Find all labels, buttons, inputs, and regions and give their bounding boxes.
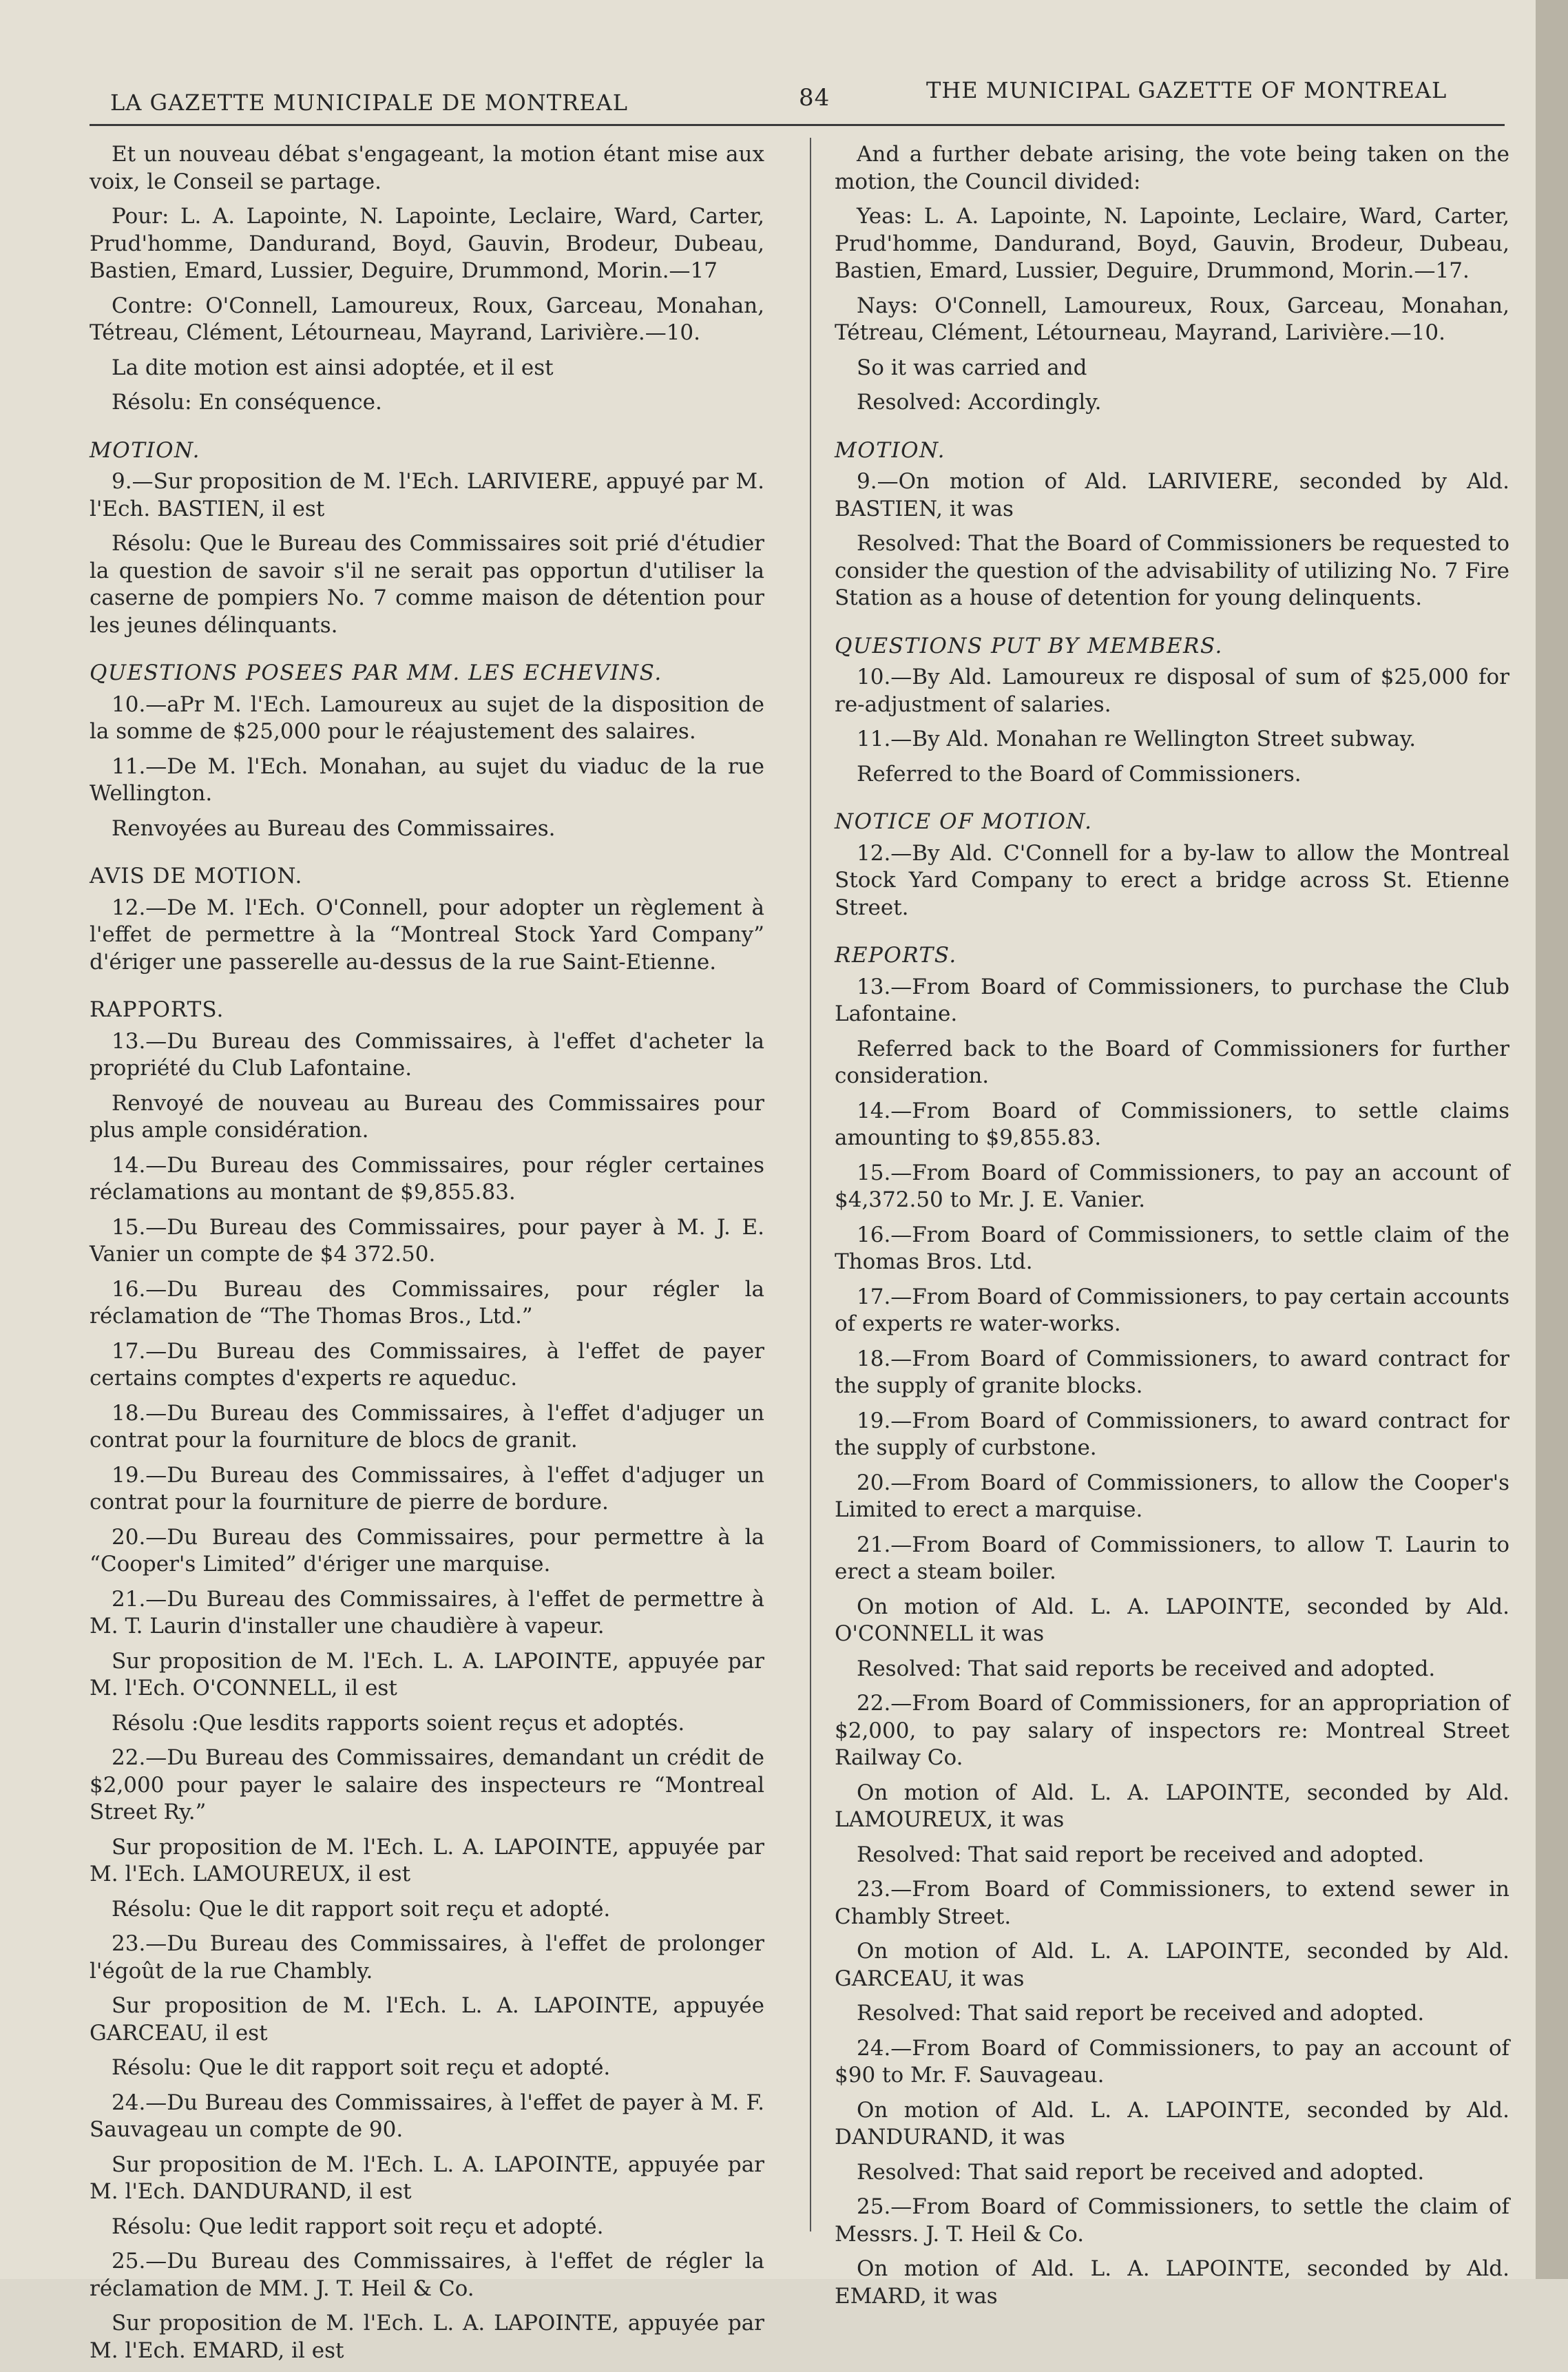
paragraph: 11.—De M. l'Ech. Monahan, au sujet du viaduc de la rue Wellington. [90,753,764,806]
paragraph: 18.—From Board of Commissioners, to award contract for the supply of granite blocks. [835,1346,1509,1398]
paragraph: On motion of Ald. L. A. LAPOINTE, seconded by Ald. EMARD, it was [835,2256,1509,2309]
paragraph: 25.—From Board of Commissioners, to settle the claim of Messrs. J. T. Heil & Co. [835,2194,1509,2247]
paragraph: Resolved: That said reports be received and adopted. [857,1656,1436,1681]
paragraph: Sur proposition de M. l'Ech. L. A. LAPOINTE, appuyée par M. l'Ech. DANDURAND, il est [90,2152,764,2204]
section-heading: AVIS DE MOTION. [90,864,303,888]
section-heading: RAPPORTS. [90,997,224,1022]
page-number: 84 [799,84,830,112]
paragraph: 19.—From Board of Commissioners, to award contract for the supply of curbstone. [835,1408,1509,1460]
paragraph: Sur proposition de M. l'Ech. L. A. LAPOINTE, appuyée par M. l'Ech. LAMOUREUX, il est [90,1834,764,1886]
paragraph: 14.—From Board of Commissioners, to settle claims amounting to $9,855.83. [835,1098,1509,1150]
paragraph: Sur proposition de M. l'Ech. L. A. LAPOINTE, appuyée par M. l'Ech. O'CONNELL, il est [90,1648,764,1700]
paragraph: 10.—aPr M. l'Ech. Lamoureux au sujet de la disposition de la somme de $25,000 pour le réajustement des salaires. [90,691,764,744]
paragraph: Resolved: Accordingly. [857,390,1102,415]
english-column [835,141,1509,2318]
french-column [90,141,764,2372]
paragraph: 18.—Du Bureau des Commissaires, à l'effet d'adjuger un contrat pour la fourniture de blocs de granit. [90,1400,764,1453]
paragraph: La dite motion est ainsi adoptée, et il est [112,355,554,380]
paragraph: 16.—From Board of Commissioners, to settle claim of the Thomas Bros. Ltd. [835,1222,1509,1274]
paragraph: 10.—By Ald. Lamoureux re disposal of sum of $25,000 for re-adjustment of salaries. [835,665,1509,717]
header-title-french: LA GAZETTE MUNICIPALE DE MONTREAL [110,90,628,116]
section-heading: REPORTS. [835,943,957,968]
paragraph: 19.—Du Bureau des Commissaires, à l'effet d'adjuger un contrat pour la fourniture de pierre de bordure. [90,1462,764,1515]
section-heading: QUESTIONS POSEES PAR MM. LES ECHEVINS. [90,660,662,685]
paragraph: 20.—From Board of Commissioners, to allow the Cooper's Limited to erect a marquise. [835,1470,1509,1522]
paragraph: Renvoyé de nouveau au Bureau des Commissaires pour plus ample considération. [90,1090,764,1143]
header-title-english: THE MUNICIPAL GAZETTE OF MONTREAL [926,77,1447,103]
paragraph: 25.—Du Bureau des Commissaires, à l'effet de régler la réclamation de MM. J. T. Heil & Co. [90,2249,764,2301]
paragraph: Résolu :Que lesdits rapports soient reçus et adoptés. [112,1710,685,1736]
paragraph: Resolved: That said report be received and adopted. [857,1842,1425,1867]
paragraph: Résolu: Que ledit rapport soit reçu et adopté. [112,2214,604,2239]
column-divider [810,138,811,2231]
page-edge [1536,0,1568,2279]
paragraph: 11.—By Ald. Monahan re Wellington Street subway. [857,727,1417,751]
paragraph: 17.—Du Bureau des Commissaires, à l'effet de payer certains comptes d'experts re aqueduc. [90,1338,764,1391]
paragraph: 15.—From Board of Commissioners, to pay an account of $4,372.50 to Mr. J. E. Vanier. [835,1160,1509,1212]
paragraph: On motion of Ald. L. A. LAPOINTE, seconded by Ald. DANDURAND, it was [835,2097,1509,2150]
paragraph: 12.—By Ald. C'Connell for a by-law to allow the Montreal Stock Yard Company to erect a bridge across St. Etienne Street. [835,840,1509,920]
paragraph: Sur proposition de M. l'Ech. L. A. LAPOINTE, appuyée par M. l'Ech. EMARD, il est [90,2311,764,2363]
section-heading: MOTION. [835,437,945,463]
paragraph: Pour: L. A. Lapointe, N. Lapointe, Leclaire, Ward, Carter, Prud'homme, Dandurand, Boyd, Gauvin, Brodeur, Dubeau, Bastien, Emard, Lussier, Deguire, Drummond, Morin.—17 [90,204,764,283]
page-header [103,77,1508,118]
paragraph: Yeas: L. A. Lapointe, N. Lapointe, Leclaire, Ward, Carter, Prud'homme, Dandurand, Boyd, Gauvin, Brodeur, Dubeau, Bastien, Emard, Lussier, Deguire, Drummond, Morin.—17. [835,204,1509,283]
paragraph: Resolved: That said report be received and adopted. [857,2159,1425,2185]
header-rule [90,124,1505,126]
paragraph: On motion of Ald. L. A. LAPOINTE, seconded by Ald. LAMOUREUX, it was [835,1780,1509,1832]
paragraph: 17.—From Board of Commissioners, to pay certain accounts of experts re water-works. [835,1284,1509,1336]
paragraph: 23.—Du Bureau des Commissaires, à l'effet de prolonger l'égoût de la rue Chambly. [90,1931,764,1984]
paragraph: 9.—On motion of Ald. LARIVIERE, seconded by Ald. BASTIEN, it was [835,469,1509,521]
paragraph: 21.—From Board of Commissioners, to allow T. Laurin to erect a steam boiler. [835,1532,1509,1584]
paragraph: On motion of Ald. L. A. LAPOINTE, seconded by Ald. O'CONNELL it was [835,1594,1509,1646]
paragraph: Resolved: That said report be received and adopted. [857,2001,1425,2026]
paragraph: 13.—Du Bureau des Commissaires, à l'effet d'acheter la propriété du Club Lafontaine. [90,1028,764,1081]
paragraph: Resolved: That the Board of Commissioners be requested to consider the question of the advisability of utilizing No. 7 Fire Station as a house of detention for young delinquents. [835,531,1509,610]
section-heading: QUESTIONS PUT BY MEMBERS. [835,633,1223,658]
paragraph: 14.—Du Bureau des Commissaires, pour régler certaines réclamations au montant de $9,855.83. [90,1152,764,1205]
paragraph: Résolu: En conséquence. [112,390,382,415]
paragraph: And a further debate arising, the vote being taken on the motion, the Council divided: [835,142,1509,194]
paragraph: 22.—Du Bureau des Commissaires, demandant un crédit de $2,000 pour payer le salaire des inspecteurs re “Montreal Street Ry.” [90,1745,764,1824]
paragraph: 15.—Du Bureau des Commissaires, pour payer à M. J. E. Vanier un compte de $4 372.50. [90,1214,764,1267]
paragraph: 20.—Du Bureau des Commissaires, pour permettre à la “Cooper's Limited” d'ériger une marquise. [90,1524,764,1577]
paragraph: Contre: O'Connell, Lamoureux, Roux, Garceau, Monahan, Tétreau, Clément, Létourneau, Mayrand, Larivière.—10. [90,293,764,345]
paragraph: 21.—Du Bureau des Commissaires, à l'effet de permettre à M. T. Laurin d'installer une chaudière à vapeur. [90,1586,764,1638]
paragraph: 24.—From Board of Commissioners, to pay an account of $90 to Mr. F. Sauvageau. [835,2035,1509,2088]
paragraph: Et un nouveau débat s'engageant, la motion étant mise aux voix, le Conseil se partage. [90,142,764,194]
paragraph: 16.—Du Bureau des Commissaires, pour régler la réclamation de “The Thomas Bros., Ltd.” [90,1276,764,1329]
paragraph: Nays: O'Connell, Lamoureux, Roux, Garceau, Monahan, Tétreau, Clément, Létourneau, Mayrand, Larivière.—10. [835,293,1509,345]
paragraph: Résolu: Que le dit rapport soit reçu et adopté. [112,2055,611,2080]
paragraph: 22.—From Board of Commissioners, for an appropriation of $2,000, to pay salary of inspectors re: Montreal Street Railway Co. [835,1691,1509,1770]
paragraph: Referred to the Board of Commissioners. [857,761,1302,787]
paragraph: Renvoyées au Bureau des Commissaires. [112,815,556,841]
paragraph: Résolu: Que le dit rapport soit reçu et adopté. [112,1896,611,1922]
paragraph: Referred back to the Board of Commissioners for further consideration. [835,1036,1509,1088]
paragraph: 12.—De M. l'Ech. O'Connell, pour adopter un règlement à l'effet de permettre à la “Montreal Stock Yard Company” d'ériger une passerelle au-dessus de la rue Saint-Etienne. [90,895,764,975]
paragraph: 9.—Sur proposition de M. l'Ech. LARIVIERE, appuyé par M. l'Ech. BASTIEN, il est [90,469,764,521]
paragraph: 24.—Du Bureau des Commissaires, à l'effet de payer à M. F. Sauvageau un compte de 90. [90,2090,764,2142]
section-heading: NOTICE OF MOTION. [835,809,1093,834]
paragraph: So it was carried and [857,355,1087,380]
paragraph: Sur proposition de M. l'Ech. L. A. LAPOINTE, appuyée GARCEAU, il est [90,1993,764,2046]
paragraph: Résolu: Que le Bureau des Commissaires soit prié d'étudier la question de savoir s'il ne serait pas opportun d'utiliser la caserne de pompiers No. 7 comme maison de détention pour les jeunes délinquants. [90,531,764,638]
paragraph: 23.—From Board of Commissioners, to extend sewer in Chambly Street. [835,1877,1509,1929]
paragraph: On motion of Ald. L. A. LAPOINTE, seconded by Ald. GARCEAU, it was [835,1939,1509,1991]
section-heading: MOTION. [90,437,200,463]
paragraph: 13.—From Board of Commissioners, to purchase the Club Lafontaine. [835,974,1509,1026]
